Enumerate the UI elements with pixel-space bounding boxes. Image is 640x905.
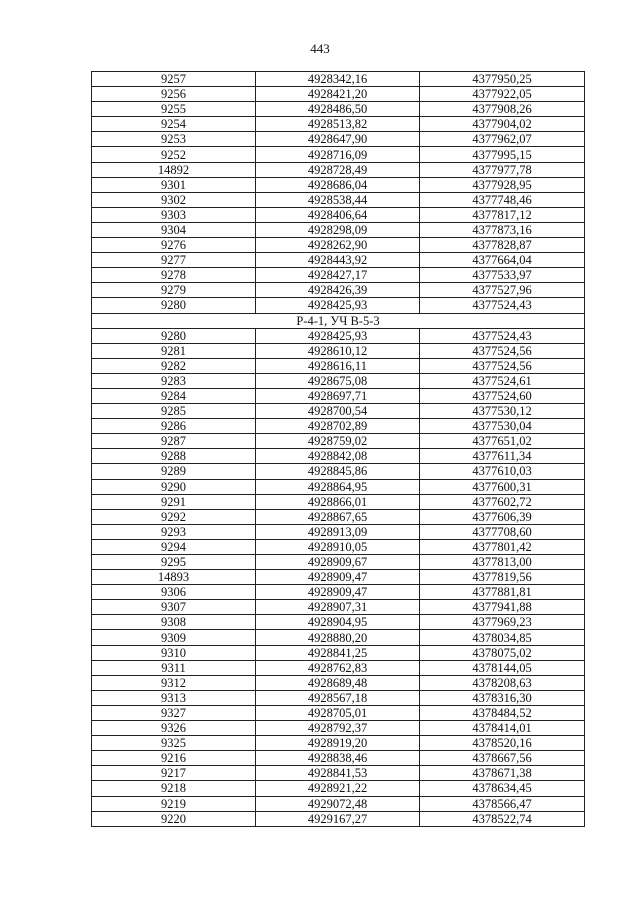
point-number-cell: 9276 — [92, 238, 256, 253]
table-row — [92, 796, 585, 811]
table-row — [92, 479, 585, 494]
table-row — [92, 87, 585, 102]
point-number-cell: 9219 — [92, 796, 256, 811]
coordinate-y-cell: 4377908,26 — [420, 102, 585, 117]
coordinate-x-cell: 4928728,49 — [256, 162, 420, 177]
coordinate-y-cell: 4377873,16 — [420, 222, 585, 237]
coordinate-y-cell: 4378208,63 — [420, 675, 585, 690]
coordinate-y-cell: 4377748,46 — [420, 192, 585, 207]
point-number-cell: 9289 — [92, 464, 256, 479]
table-row — [92, 464, 585, 479]
coordinate-x-cell: 4928689,48 — [256, 675, 420, 690]
point-number-cell: 9257 — [92, 72, 256, 87]
coordinate-y-cell: 4377530,04 — [420, 419, 585, 434]
coordinate-x-cell: 4928406,64 — [256, 207, 420, 222]
coordinate-y-cell: 4377533,97 — [420, 268, 585, 283]
coordinate-y-cell: 4378520,16 — [420, 736, 585, 751]
point-number-cell: 9256 — [92, 87, 256, 102]
point-number-cell: 9307 — [92, 600, 256, 615]
table-row — [92, 207, 585, 222]
coordinate-y-cell: 4377610,03 — [420, 464, 585, 479]
point-number-cell: 9302 — [92, 192, 256, 207]
coordinate-y-cell: 4378484,52 — [420, 705, 585, 720]
coordinate-x-cell: 4929167,27 — [256, 811, 420, 826]
point-number-cell: 9284 — [92, 388, 256, 403]
coordinate-y-cell: 4378316,30 — [420, 690, 585, 705]
table-row — [92, 509, 585, 524]
point-number-cell: 9293 — [92, 524, 256, 539]
point-number-cell: 9277 — [92, 253, 256, 268]
coordinate-y-cell: 4377606,39 — [420, 509, 585, 524]
coordinate-y-cell: 4377922,05 — [420, 87, 585, 102]
point-number-cell: 9325 — [92, 736, 256, 751]
coordinate-y-cell: 4377524,60 — [420, 388, 585, 403]
point-number-cell: 9301 — [92, 177, 256, 192]
table-row — [92, 328, 585, 343]
table-row — [92, 645, 585, 660]
coordinate-x-cell: 4928610,12 — [256, 343, 420, 358]
coordinate-y-cell: 4377801,42 — [420, 539, 585, 554]
coordinate-x-cell: 4928616,11 — [256, 358, 420, 373]
table-row — [92, 630, 585, 645]
point-number-cell: 9218 — [92, 781, 256, 796]
coordinate-x-cell: 4928702,89 — [256, 419, 420, 434]
table-row — [92, 524, 585, 539]
section-label: Р-4-1, УЧ В-5-3 — [92, 313, 585, 328]
coordinate-x-cell: 4928909,47 — [256, 585, 420, 600]
coordinate-y-cell: 4377817,12 — [420, 207, 585, 222]
coordinate-y-cell: 4377524,56 — [420, 358, 585, 373]
point-number-cell: 9327 — [92, 705, 256, 720]
point-number-cell: 9294 — [92, 539, 256, 554]
table-row — [92, 736, 585, 751]
point-number-cell: 9216 — [92, 751, 256, 766]
coordinate-y-cell: 4377651,02 — [420, 434, 585, 449]
coordinate-x-cell: 4928425,93 — [256, 298, 420, 313]
coordinate-x-cell: 4928675,08 — [256, 373, 420, 388]
coordinate-y-cell: 4377881,81 — [420, 585, 585, 600]
point-number-cell: 9278 — [92, 268, 256, 283]
coordinate-x-cell: 4928913,09 — [256, 524, 420, 539]
table-row — [92, 72, 585, 87]
coordinate-x-cell: 4928426,39 — [256, 283, 420, 298]
point-number-cell: 9309 — [92, 630, 256, 645]
coordinate-x-cell: 4928919,20 — [256, 736, 420, 751]
coordinate-y-cell: 4377611,34 — [420, 449, 585, 464]
point-number-cell: 9310 — [92, 645, 256, 660]
table-row — [92, 494, 585, 509]
point-number-cell: 9252 — [92, 147, 256, 162]
point-number-cell: 9283 — [92, 373, 256, 388]
coordinate-x-cell: 4928909,47 — [256, 570, 420, 585]
coordinate-x-cell: 4928647,90 — [256, 132, 420, 147]
coordinate-y-cell: 4378414,01 — [420, 721, 585, 736]
coordinate-y-cell: 4377941,88 — [420, 600, 585, 615]
coordinate-x-cell: 4928427,17 — [256, 268, 420, 283]
coordinate-y-cell: 4378566,47 — [420, 796, 585, 811]
point-number-cell: 9313 — [92, 690, 256, 705]
coordinate-x-cell: 4929072,48 — [256, 796, 420, 811]
table-row — [92, 660, 585, 675]
coordinate-y-cell: 4377995,15 — [420, 147, 585, 162]
table-row — [92, 283, 585, 298]
table-row — [92, 117, 585, 132]
coordinate-y-cell: 4377524,43 — [420, 298, 585, 313]
table-row — [92, 404, 585, 419]
point-number-cell: 9292 — [92, 509, 256, 524]
point-number-cell: 9279 — [92, 283, 256, 298]
coordinate-y-cell: 4377602,72 — [420, 494, 585, 509]
point-number-cell: 14893 — [92, 570, 256, 585]
table-row — [92, 585, 585, 600]
coordinate-y-cell: 4377904,02 — [420, 117, 585, 132]
point-number-cell: 9281 — [92, 343, 256, 358]
point-number-cell: 9280 — [92, 328, 256, 343]
coordinate-x-cell: 4928538,44 — [256, 192, 420, 207]
coordinate-y-cell: 4377977,78 — [420, 162, 585, 177]
table-row — [92, 238, 585, 253]
point-number-cell: 9285 — [92, 404, 256, 419]
coordinate-x-cell: 4928686,04 — [256, 177, 420, 192]
coordinate-y-cell: 4377524,43 — [420, 328, 585, 343]
point-number-cell: 9217 — [92, 766, 256, 781]
coordinate-x-cell: 4928262,90 — [256, 238, 420, 253]
table-row — [92, 222, 585, 237]
point-number-cell: 9290 — [92, 479, 256, 494]
table-row — [92, 766, 585, 781]
point-number-cell: 9291 — [92, 494, 256, 509]
table-row — [92, 343, 585, 358]
coordinates-table — [91, 71, 585, 827]
coordinate-x-cell: 4928845,86 — [256, 464, 420, 479]
coordinate-x-cell: 4928841,25 — [256, 645, 420, 660]
coordinate-x-cell: 4928700,54 — [256, 404, 420, 419]
point-number-cell: 9254 — [92, 117, 256, 132]
point-number-cell: 9282 — [92, 358, 256, 373]
coordinate-y-cell: 4377969,23 — [420, 615, 585, 630]
point-number-cell: 9326 — [92, 721, 256, 736]
point-number-cell: 9306 — [92, 585, 256, 600]
point-number-cell: 9255 — [92, 102, 256, 117]
coordinate-x-cell: 4928697,71 — [256, 388, 420, 403]
coordinate-x-cell: 4928867,65 — [256, 509, 420, 524]
coordinate-y-cell: 4377524,61 — [420, 373, 585, 388]
table-row — [92, 358, 585, 373]
table-row — [92, 721, 585, 736]
coordinate-x-cell: 4928838,46 — [256, 751, 420, 766]
coordinate-x-cell: 4928425,93 — [256, 328, 420, 343]
table-row — [92, 298, 585, 313]
coordinate-y-cell: 4377600,31 — [420, 479, 585, 494]
coordinate-x-cell: 4928567,18 — [256, 690, 420, 705]
coordinate-x-cell: 4928907,31 — [256, 600, 420, 615]
table-row — [92, 419, 585, 434]
coordinate-x-cell: 4928792,37 — [256, 721, 420, 736]
table-row — [92, 268, 585, 283]
coordinate-x-cell: 4928909,67 — [256, 555, 420, 570]
coordinate-x-cell: 4928443,92 — [256, 253, 420, 268]
table-row — [92, 751, 585, 766]
coordinate-y-cell: 4377928,95 — [420, 177, 585, 192]
point-number-cell: 9304 — [92, 222, 256, 237]
section-header-row — [92, 313, 585, 328]
point-number-cell: 9287 — [92, 434, 256, 449]
point-number-cell: 9288 — [92, 449, 256, 464]
point-number-cell: 9312 — [92, 675, 256, 690]
coordinate-x-cell: 4928342,16 — [256, 72, 420, 87]
coordinate-y-cell: 4377708,60 — [420, 524, 585, 539]
coordinate-x-cell: 4928921,22 — [256, 781, 420, 796]
point-number-cell: 9253 — [92, 132, 256, 147]
point-number-cell: 9220 — [92, 811, 256, 826]
coordinate-y-cell: 4378034,85 — [420, 630, 585, 645]
point-number-cell: 9280 — [92, 298, 256, 313]
table-row — [92, 253, 585, 268]
table-row — [92, 192, 585, 207]
coordinate-x-cell: 4928298,09 — [256, 222, 420, 237]
point-number-cell: 9303 — [92, 207, 256, 222]
coordinate-x-cell: 4928421,20 — [256, 87, 420, 102]
coordinate-y-cell: 4378634,45 — [420, 781, 585, 796]
table-row — [92, 555, 585, 570]
coordinate-y-cell: 4378671,38 — [420, 766, 585, 781]
coordinate-y-cell: 4377819,56 — [420, 570, 585, 585]
coordinate-x-cell: 4928762,83 — [256, 660, 420, 675]
table-row — [92, 373, 585, 388]
coordinate-x-cell: 4928841,53 — [256, 766, 420, 781]
table-row — [92, 690, 585, 705]
page-number: 443 — [310, 41, 330, 56]
table-row — [92, 811, 585, 826]
coordinate-x-cell: 4928486,50 — [256, 102, 420, 117]
coordinate-x-cell: 4928864,95 — [256, 479, 420, 494]
coordinate-y-cell: 4377664,04 — [420, 253, 585, 268]
coordinate-x-cell: 4928880,20 — [256, 630, 420, 645]
coordinate-y-cell: 4378144,05 — [420, 660, 585, 675]
table-row — [92, 147, 585, 162]
coordinate-y-cell: 4377813,00 — [420, 555, 585, 570]
coordinates-table-body — [92, 72, 585, 827]
table-row — [92, 675, 585, 690]
point-number-cell: 9308 — [92, 615, 256, 630]
coordinate-x-cell: 4928866,01 — [256, 494, 420, 509]
point-number-cell: 9286 — [92, 419, 256, 434]
point-number-cell: 9295 — [92, 555, 256, 570]
table-row — [92, 539, 585, 554]
coordinate-y-cell: 4377962,07 — [420, 132, 585, 147]
table-row — [92, 132, 585, 147]
coordinate-y-cell: 4378075,02 — [420, 645, 585, 660]
coordinate-x-cell: 4928910,05 — [256, 539, 420, 554]
coordinate-y-cell: 4377524,56 — [420, 343, 585, 358]
coordinate-x-cell: 4928904,95 — [256, 615, 420, 630]
table-row — [92, 781, 585, 796]
coordinate-x-cell: 4928842,08 — [256, 449, 420, 464]
table-row — [92, 449, 585, 464]
table-row — [92, 615, 585, 630]
coordinate-x-cell: 4928759,02 — [256, 434, 420, 449]
point-number-cell: 14892 — [92, 162, 256, 177]
table-row — [92, 600, 585, 615]
table-row — [92, 570, 585, 585]
coordinate-y-cell: 4378667,56 — [420, 751, 585, 766]
coordinate-y-cell: 4377828,87 — [420, 238, 585, 253]
coordinate-x-cell: 4928513,82 — [256, 117, 420, 132]
table-row — [92, 102, 585, 117]
table-row — [92, 162, 585, 177]
table-row — [92, 705, 585, 720]
table-row — [92, 388, 585, 403]
coordinate-y-cell: 4377527,96 — [420, 283, 585, 298]
table-row — [92, 177, 585, 192]
coordinate-y-cell: 4377530,12 — [420, 404, 585, 419]
point-number-cell: 9311 — [92, 660, 256, 675]
coordinate-y-cell: 4377950,25 — [420, 72, 585, 87]
table-row — [92, 434, 585, 449]
coordinate-y-cell: 4378522,74 — [420, 811, 585, 826]
coordinate-x-cell: 4928705,01 — [256, 705, 420, 720]
coordinate-x-cell: 4928716,09 — [256, 147, 420, 162]
